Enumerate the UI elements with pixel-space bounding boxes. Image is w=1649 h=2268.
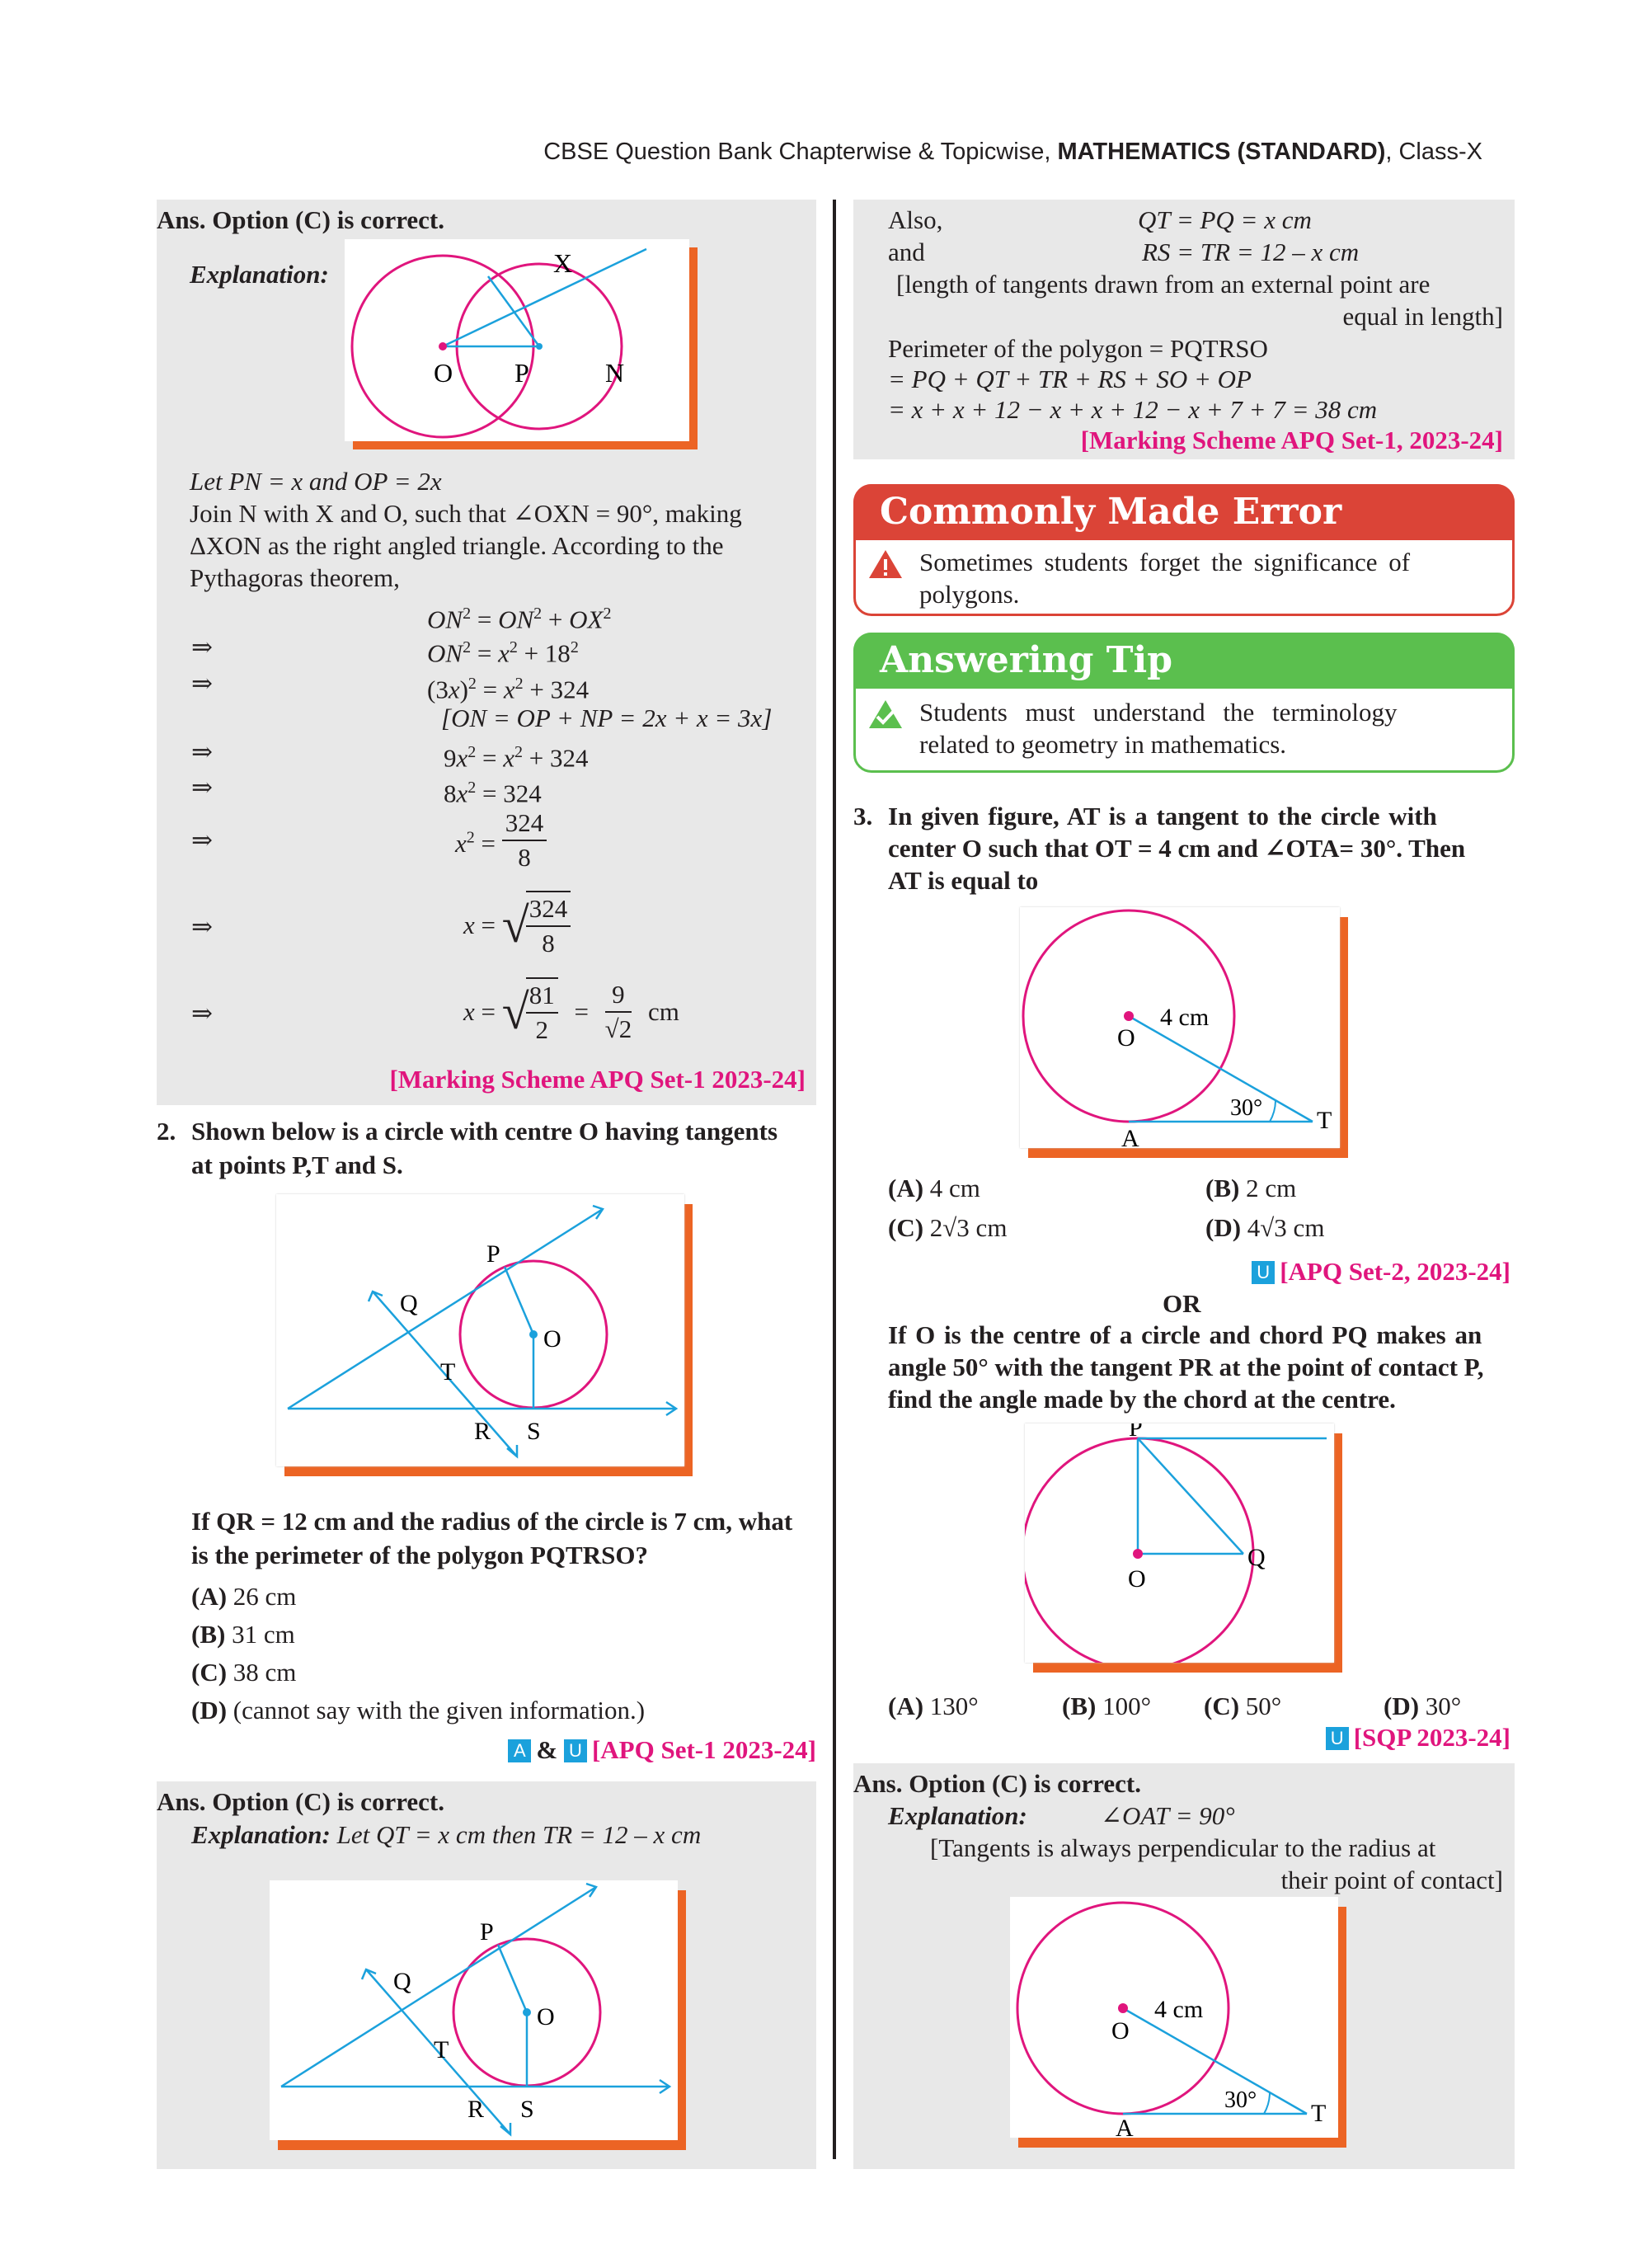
q2-ask-2: is the perimeter of the polygon PQTRSO?	[191, 1541, 648, 1569]
badge-amp: &	[536, 1735, 558, 1764]
q3-alt-option-d-key: (D)	[1384, 1692, 1420, 1720]
chord-pq	[1138, 1438, 1243, 1554]
badge-u: U	[1252, 1261, 1275, 1284]
q3-alt-1: If O is the centre of a circle and chord PQ makes an	[888, 1320, 1482, 1349]
frac-2-den: 2	[618, 1014, 632, 1043]
header-suffix: , Class-X	[1385, 139, 1482, 165]
error-box-title: Commonly Made Error	[853, 484, 1515, 540]
arrow-4: ⇒	[191, 773, 213, 802]
label-q: Q	[393, 1968, 411, 1995]
label-a: A	[1116, 2115, 1134, 2138]
q2-ref	[508, 1734, 816, 1766]
two-circles-diagram	[345, 239, 689, 441]
q3-ref-text: [APQ Set-2, 2023-24]	[1280, 1257, 1510, 1286]
q3-option-d-key: (D)	[1205, 1213, 1242, 1242]
unit-cm: cm	[647, 997, 679, 1026]
label-t: T	[1311, 2100, 1327, 2127]
q3-text-1: In given figure, AT is a tangent to the circle with	[888, 802, 1437, 831]
q2-ask-1: If QR = 12 cm and the radius of the circle is 7 cm, what	[191, 1507, 793, 1536]
center-o-dot	[1118, 2003, 1128, 2013]
q3-alt-option-a-key: (A)	[888, 1692, 924, 1720]
label-t: T	[440, 1358, 456, 1386]
label-s: S	[527, 1418, 541, 1445]
arrow-2: ⇒	[191, 669, 213, 698]
cont-eq-1: = PQ + QT + TR + RS + SO + OP	[888, 365, 1252, 393]
center-o-dot	[1133, 1549, 1143, 1559]
label-r: R	[474, 1418, 491, 1445]
tangent-circle-diagram-answer	[1010, 1897, 1338, 2138]
answer-3-note-1: [Tangents is always perpendicular to the radius at	[930, 1833, 1436, 1862]
warning-icon	[868, 548, 903, 580]
q3-alt-ref	[1326, 1722, 1510, 1753]
center-o-dot	[439, 342, 447, 351]
q2-option-b	[191, 1619, 295, 1650]
q3-alt-option-a-text: 130°	[923, 1692, 979, 1720]
q2-option-b-text: 31 cm	[225, 1620, 295, 1649]
label-t: T	[434, 2036, 449, 2063]
badge-u: U	[564, 1739, 587, 1762]
chord-tangent-diagram	[1025, 1423, 1334, 1663]
label-x: X	[553, 248, 573, 278]
tip-line-1: Students must understand the terminology	[919, 698, 1398, 727]
q2-option-a-key: (A)	[191, 1582, 228, 1611]
arrow-6: ⇒	[191, 912, 213, 941]
label-p: P	[486, 1240, 500, 1268]
q2-option-c-key: (C)	[191, 1658, 228, 1687]
answer-1-join-1: Join N with X and O, such that ∠OXN = 90°, making	[190, 499, 742, 528]
answer-1-explanation-label: Explanation:	[190, 260, 329, 289]
q3-alt-option-c-text: 50°	[1239, 1692, 1282, 1720]
column-divider	[833, 200, 836, 2159]
q2-ref-text: [APQ Set-1 2023-24]	[591, 1735, 816, 1764]
eq-5: $8x^2 = 324$	[444, 779, 542, 808]
q3-alt-2: angle 50° with the tangent PR at the point of contact P,	[888, 1353, 1484, 1381]
q3-alt-option-a	[888, 1691, 979, 1722]
label-o: O	[1117, 1024, 1135, 1052]
arrow-7: ⇒	[191, 999, 213, 1028]
label-o: O	[537, 2003, 555, 2030]
header-subject: MATHEMATICS (STANDARD)	[1057, 139, 1386, 165]
label-4cm: 4 cm	[1160, 1004, 1210, 1031]
answer-3-title: Ans. Option (C) is correct.	[853, 1769, 1141, 1798]
q3-option-c-text: 2√3 cm	[923, 1213, 1008, 1242]
eq-4: $9x^2 = x^2 + 324$	[444, 743, 589, 773]
eq-bracket: [ON = OP + NP = 2x + x = 3x]	[441, 703, 773, 732]
frac-324: 324	[502, 807, 547, 841]
cont-also-eq: QT = PQ = x cm	[1138, 205, 1312, 234]
arrow-5: ⇒	[191, 826, 213, 854]
q3-text-2: center O such that OT = 4 cm and ∠OTA= 30°. Then	[888, 834, 1466, 863]
centre-dot	[523, 2008, 531, 2016]
q3-ref	[1252, 1256, 1510, 1287]
q3-number: 3.	[853, 802, 873, 831]
q2-option-a-text: 26 cm	[227, 1582, 297, 1611]
label-q: Q	[400, 1290, 418, 1317]
q2-option-a	[191, 1581, 296, 1612]
cont-eq-2: = x + x + 12 − x + x + 12 − x + 7 + 7 = 38 cm	[888, 395, 1378, 424]
line-ot	[1129, 1016, 1313, 1122]
label-4cm: 4 cm	[1154, 1996, 1204, 2023]
page-header	[543, 136, 1482, 167]
frac-2: 2	[535, 1015, 548, 1044]
label-n: N	[605, 358, 625, 388]
error-line-2: polygons.	[919, 580, 1020, 609]
cont-also: Also,	[888, 205, 943, 234]
q2-text-1: Shown below is a circle with centre O having tangents	[191, 1117, 778, 1146]
line-ot	[1123, 2008, 1307, 2114]
label-o: O	[434, 358, 453, 388]
tip-line-2: related to geometry in mathematics.	[919, 730, 1287, 759]
answer-1-join-3: Pythagoras theorem,	[190, 563, 400, 592]
radius-op	[505, 1267, 533, 1334]
answer-2-explanation-text: Let QT = x cm then TR = 12 – x cm	[330, 1820, 702, 1849]
eq-7: x = √ $\frac{324}{8}$	[463, 891, 571, 960]
eq-2: $ON^2 = x^2 + 18^2$	[427, 638, 579, 668]
q3-option-b-text: 2 cm	[1239, 1174, 1297, 1202]
q3-alt-option-d	[1384, 1691, 1461, 1722]
cont-note-2: equal in length]	[1342, 302, 1503, 331]
answer-1-let: Let PN = x and OP = 2x	[190, 467, 442, 496]
q3-alt-option-c	[1204, 1691, 1281, 1722]
eq-3: $(3x)^2 = x^2 + 324$	[427, 675, 590, 704]
q3-option-d	[1205, 1212, 1324, 1244]
q2-option-b-key: (B)	[191, 1620, 226, 1649]
answer-3-explanation-label: Explanation:	[888, 1801, 1027, 1830]
q3-option-c-key: (C)	[888, 1213, 924, 1242]
q3-alt-option-d-text: 30°	[1419, 1692, 1462, 1720]
answer-1-join-2: ΔXON as the right angled triangle. According to the	[190, 531, 724, 560]
figure-3	[270, 1880, 678, 2140]
check-triangle-icon	[868, 699, 903, 730]
label-s: S	[520, 2096, 534, 2123]
figure-6	[1010, 1897, 1338, 2138]
q3-option-a	[888, 1173, 980, 1204]
frac-8-root: 8	[542, 929, 555, 958]
answer-1-ref: [Marking Scheme APQ Set-1 2023-24]	[389, 1065, 806, 1094]
label-p: P	[480, 1918, 494, 1946]
badge-u-alt: U	[1326, 1727, 1349, 1750]
frac-8: 8	[518, 843, 531, 872]
q2-option-d	[191, 1695, 645, 1726]
cont-and-eq: RS = TR = 12 – x cm	[1142, 238, 1360, 266]
label-p: P	[1129, 1423, 1143, 1442]
tangent-polygon-diagram	[276, 1194, 684, 1466]
q3-option-c	[888, 1212, 1007, 1244]
arrow-3: ⇒	[191, 737, 213, 766]
cont-ref: [Marking Scheme APQ Set-1, 2023-24]	[1080, 426, 1503, 454]
badge-a: A	[508, 1739, 531, 1762]
figure-5	[1025, 1423, 1334, 1663]
cont-note-1: [length of tangents drawn from an external point are	[896, 270, 1431, 299]
centre-dot	[529, 1330, 538, 1339]
q3-option-b-key: (B)	[1205, 1174, 1240, 1202]
q2-option-c-text: 38 cm	[227, 1658, 297, 1687]
error-line-1: Sometimes students forget the significance of	[919, 548, 1411, 576]
q3-option-b	[1205, 1173, 1296, 1204]
answer-2-title: Ans. Option (C) is correct.	[157, 1787, 444, 1816]
angle-arc	[1270, 1101, 1276, 1122]
label-30deg: 30°	[1230, 1095, 1263, 1121]
line-nx	[488, 276, 539, 346]
q3-option-d-text: 4√3 cm	[1241, 1213, 1325, 1242]
q2-option-d-key: (D)	[191, 1696, 228, 1725]
q3-alt-option-b-key: (B)	[1062, 1692, 1097, 1720]
q3-alt-option-c-key: (C)	[1204, 1692, 1240, 1720]
frac-81: 81	[526, 979, 558, 1014]
answer-3-note-2: their point of contact]	[1280, 1866, 1503, 1894]
center-o-dot	[1124, 1011, 1134, 1021]
arrow-1: ⇒	[191, 633, 213, 661]
q3-alt-option-b-text: 100°	[1096, 1692, 1151, 1720]
q3-alt-3: find the angle made by the chord at the centre.	[888, 1385, 1396, 1414]
frac-324-root: 324	[526, 892, 571, 927]
frac-9: 9	[605, 978, 632, 1013]
q3-alt-option-b	[1062, 1691, 1151, 1722]
figure-2	[276, 1194, 684, 1466]
q3-option-a-text: 4 cm	[923, 1174, 980, 1202]
label-p: P	[514, 358, 529, 388]
answer-1-title: Ans. Option (C) is correct.	[157, 205, 444, 234]
eq-8: x = √ $\frac{81}{2}$ = $\frac{9}{√2}$ cm	[463, 977, 679, 1047]
angle-arc	[1264, 2093, 1270, 2114]
figure-4	[1020, 907, 1340, 1148]
q2-number: 2.	[157, 1117, 176, 1146]
tip-box-title: Answering Tip	[853, 633, 1515, 689]
label-q: Q	[1247, 1544, 1266, 1571]
eq-1: $ON^2 = ON^2 + OX^2$	[427, 605, 612, 634]
label-o: O	[1128, 1565, 1146, 1593]
q3-alt-ref-text: [SQP 2023-24]	[1353, 1723, 1510, 1752]
q3-option-a-key: (A)	[888, 1174, 924, 1202]
cont-and: and	[888, 238, 925, 266]
label-t: T	[1317, 1107, 1332, 1134]
q2-text-2: at points P,T and S.	[191, 1150, 403, 1179]
cont-perim: Perimeter of the polygon = PQTRSO	[888, 334, 1268, 363]
q2-option-c	[191, 1657, 296, 1688]
label-r: R	[467, 2096, 485, 2123]
label-a: A	[1121, 1125, 1139, 1148]
header-prefix: CBSE Question Bank Chapterwise & Topicwise,	[543, 139, 1058, 165]
q3-or: OR	[1163, 1289, 1201, 1318]
label-o: O	[543, 1325, 561, 1353]
label-o: O	[1111, 2017, 1130, 2044]
eq-6: $x^2$ = $\frac{324}{8}$	[455, 807, 547, 874]
q2-option-d-text: (cannot say with the given information.)	[227, 1696, 646, 1725]
tangent-polygon-diagram-answer	[270, 1880, 678, 2140]
answer-2-explanation	[191, 1819, 701, 1851]
tangent-circle-diagram	[1020, 907, 1340, 1148]
q3-text-3: AT is equal to	[888, 866, 1039, 895]
radius-op	[498, 1945, 527, 2012]
figure-1	[345, 239, 689, 441]
answer-2-explanation-label: Explanation:	[191, 1820, 331, 1849]
answer-3-eq: ∠OAT = 90°	[1101, 1801, 1235, 1830]
label-30deg: 30°	[1224, 2087, 1257, 2113]
center-n-dot	[536, 343, 543, 350]
